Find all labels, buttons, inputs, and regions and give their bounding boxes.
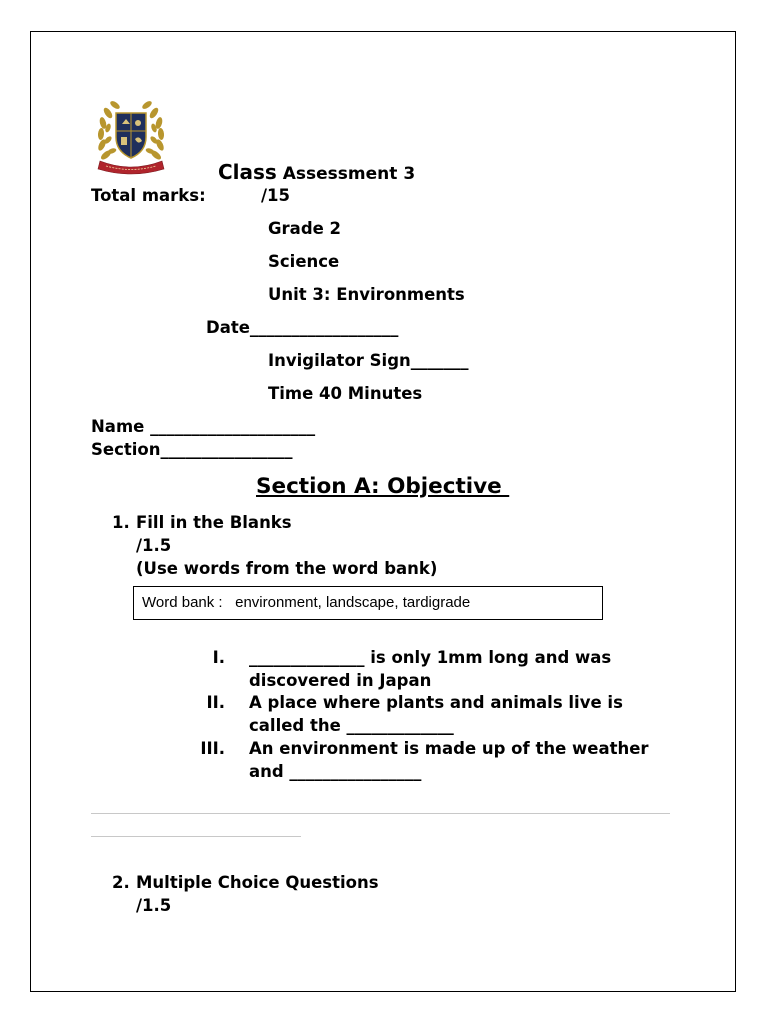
section-field: Section________________	[91, 440, 293, 459]
total-marks-value: /15	[261, 186, 290, 205]
q1-item-numeral: I.	[212, 648, 225, 667]
word-bank-box	[133, 586, 603, 620]
q1-marks: /1.5	[136, 536, 172, 555]
unit-text: Unit 3: Environments	[268, 285, 465, 304]
q1-number: 1.	[112, 513, 130, 532]
title-class-word: Class	[218, 160, 277, 184]
q1-item-line: discovered in Japan	[249, 671, 432, 690]
q2-title: Multiple Choice Questions	[136, 873, 379, 892]
q1-item-line: ______________ is only 1mm long and was	[249, 648, 612, 667]
q1-instruction: (Use words from the word bank)	[136, 559, 438, 578]
answer-line	[91, 836, 301, 837]
answer-line	[91, 813, 670, 814]
time-text: Time 40 Minutes	[268, 384, 423, 403]
q1-item-line: called the _____________	[249, 716, 454, 735]
name-field: Name ____________________	[91, 417, 316, 436]
assessment-title	[218, 160, 415, 184]
title-assessment: Assessment 3	[276, 164, 416, 184]
section-a-heading: Section A: Objective	[256, 474, 510, 499]
q1-item-line: A place where plants and animals live is	[249, 693, 623, 712]
word-bank-text: Word bank : environment, landscape, tardigrade	[142, 594, 471, 611]
date-field: Date__________________	[206, 318, 399, 337]
q1-item-line: and ________________	[249, 762, 422, 781]
q1-item-numeral: III.	[200, 739, 225, 758]
q1-item-numeral: II.	[206, 693, 225, 712]
total-marks-label: Total marks:	[91, 186, 206, 205]
grade-text: Grade 2	[268, 219, 342, 238]
q1-title: Fill in the Blanks	[136, 513, 292, 532]
q2-marks: /1.5	[136, 896, 172, 915]
school-crest-logo	[92, 93, 170, 177]
q2-number: 2.	[112, 873, 130, 892]
q1-item-line: An environment is made up of the weather	[249, 739, 649, 758]
invigilator-sign-field: Invigilator Sign_______	[268, 351, 469, 370]
subject-text: Science	[268, 252, 340, 271]
